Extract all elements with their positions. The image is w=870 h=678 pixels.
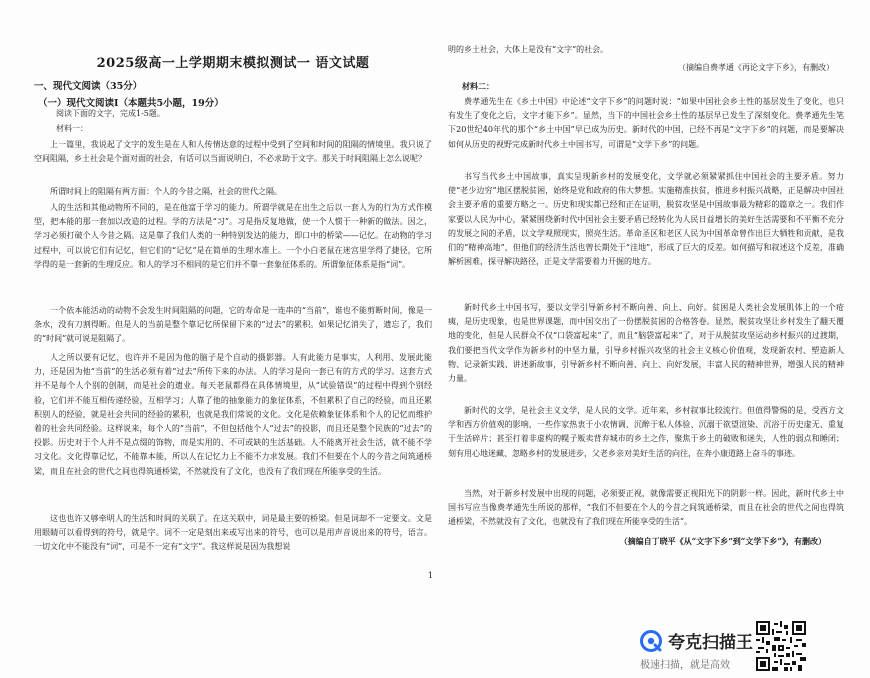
paragraph: 一个依本能活动的动物不会发生时间阻隔的问题，它的寿命是一连串的“当前”，谁也不能剪断时间，像是一条水，没有刀割得断。但是人的当前是整个靠记忆所保留下来的“过去”的累积。如果记忆消失了，遗忘了，我们的“时间”就可说是阻隔了。 (34, 306, 432, 344)
material-one-label: 材料一： (56, 124, 88, 133)
left-column (34, 0, 432, 678)
paragraph: 当然，对于新乡村发展中出现的问题，必须要正视，就像需要正视阳光下的阴影一样。因此，新时代乡土中国书写应当像费孝通先生所说的那样，“我们不但要在个人的今昔之间筑通桥梁，而且在社会的世代之间也得筑通桥梁，不然就没有了文化，也就没有了我们现在所能享受的生活”。 (448, 489, 844, 527)
paragraph: 书写当代乡土中国故事，真实呈现新乡村的发展变化，文学就必须紧紧抓住中国社会的主要矛盾。努力使“老少边穷”地区摆脱贫困，始终是党和政府的伟大梦想。实施精准扶贫，推进乡村振兴战略，正是解决中国社会主要矛盾的重要方略之一。历史和现实都已经和正在证明，脱贫攻坚是中国故事最为精彩的篇章之一。我们作家要以人民为中心，紧紧围绕新时代中国社会主要矛盾已经转化为人民日益增长的美好生活需要和不平衡不充分的发展之间的矛盾，以文学观照现实，照亮生活。革命圣区和老区人民为中国革命曾作出巨大牺牲和贡献，是我们的“精神高地”，但他们的经济生活也曾长期处于“洼地”，形成了巨大的反差。如何描写和叙述这个反差，准确解析困难，探寻解决路径，正是文学需要着力开掘的地方。 (448, 172, 844, 267)
qr-code-icon (756, 621, 806, 671)
paragraph: 这也也许又够牵明人的生活和时间的关联了。在这关联中，词是最主要的桥梁。但是词却不一定要文。文是用眼睛可以看得到的符号，就是字。词不一定是刻出来或写出来的符号，也可以是用声音说出来的符号，语言。一切文化中不能没有“词”，可是不一定有“文字”。我这样说是因为我想说 (34, 514, 432, 552)
source-citation: （摘编自费孝通《再论文字下乡》，有删改） (678, 63, 834, 72)
exam-title: 2025级高一上学期期末模拟测试一 语文试题 (96, 56, 370, 71)
continued-text: 明的乡土社会，大体上是没有“文字”的社会。 (448, 45, 609, 54)
paragraph: 上一篇里，我说起了文字的发生是在人和人传情达意的过程中受到了空间和时间的阻隔的情境里。我只说了空间阻隔，乡土社会是个面对面的社会，有话可以当面说明白，不必求助于文字。那关于时间阻隔上怎么说呢？ (34, 140, 432, 164)
section-heading: 一、现代文阅读（35分） (34, 81, 143, 92)
material-two-label: 材料二： (462, 81, 494, 91)
paragraph: 所谓时间上的阻隔有两方面：个人的今昔之隔，社会的世代之隔。 (50, 187, 282, 196)
source-citation: （摘编自丁晓平《从“文字下乡”到“文学下乡”》，有删改） (619, 536, 826, 546)
subsection-heading: （一）现代文阅读Ⅰ（本题共5小题，19分） (38, 98, 224, 109)
paragraph: 人之所以要有记忆，也许并不是因为他的脑子是个自动的摄影器。人有此能力是事实，人利用、发展此能力，还是因为他“当前”的生活必须有着“过去”所传下来的办法。人的学习是向一套已有的方式的学习。这套方式并不是每个人个别的创制，而是社会的遗业。每天老鼠都得在具体情境里，从“试验错误”的过程中得到个别经验，它们并不能互相传递经验，互相学习；人靠了他的抽象能力的象征体系，不但累积了自己的经验，而且还累积别人的经验，就是社会共同的经验的累积，也就是我们常说的文化。文化是依赖象征体系和个人的记忆而维护着的社会共同经验。这样说来，每个人的“当前”，不但包括他个人“过去”的投影，而且还是整个民族的“过去”的投影。历史对于个人并不是点缀的饰物，而是实用的、不可或缺的生活基础。人不能离开社会生活，就不能不学习文化。文化得靠记忆，不能靠本能，所以人在记忆力上不能不力求发展。我们不但要在个人的今昔之间筑通桥梁，而且在社会的世代之间也得筑通桥梁，不然就没有了文化，也没有了我们现在所能享受的生活。 (34, 353, 432, 476)
paragraph: 费孝通先生在《乡土中国》中论述“文字下乡”的问题时说：“如果中国社会乡土性的基层发生了变化，也只有发生了变化之后，文字才能下乡”。显然，当下的中国社会乡土性的基层早已发生了深刻变化。费孝通先生笔下20世纪40年代的那个“乡土中国”早已成为历史。新时代的中国，已经不再是“文字下乡”的问题，而是要解决如何从历史的视野完成新时代乡土中国书写，可谓是“文学下乡”的问题。 (448, 97, 844, 149)
right-column (448, 0, 844, 678)
paragraph: 新时代乡土中国书写，要以文学引导新乡村不断向善、向上、向好。贫困是人类社会发展肌体上的一个疮痍，是历史现象，也是世界课题，而中国交出了一份摆脱贫困的合格答卷。显然，脱贫攻坚让乡村发生了翻天覆地的变化，但是人民群众不仅“口袋富起来”了，而且“脑袋富起来”了，对于从脱贫攻坚运动乡村振兴的过渡期，我们要把当代文学作为新乡村的中坚力量，引导乡村振兴攻坚的社会主义核心价值观，发现新农村、塑造新人物、记录新实践、讲述新故事，引导新乡村不断向善、向上、向好发展，丰富人民的精神世界，增强人民的精神力量。 (448, 303, 844, 384)
page-number: 1 (428, 571, 434, 580)
scanner-slogan: 极速扫描，就是高效 (640, 660, 730, 671)
paragraph: 新时代的文学，是社会主义文学，是人民的文学。近年来，乡村叙事比较流行。但值得警惕的是，受西方文学和西方价值观的影响，一些作家热衷于小农情调、沉醉于私人体验、沉溺于欲望渲染、沉浴于历史虚无、重复于生活碎片；甚至打着非虚构的幌子贩卖背弃城市的乡土之作，聚焦于乡土的破败和迷失，人性的弱点和睡闭；刻有用心地迷藏、忽略乡村的发展进步，父老乡亲对美好生活的向往，在奔小康道路上奋斗的事迹。 (448, 406, 844, 458)
scanner-app-name: 夸克扫描王 (668, 633, 753, 653)
paragraph: 人的生活和其他动物所不同的，是在他富于学习的能力。所谓学就是在出生之后以一套人为的行为方式作模型，把本能的那一套加以改造的过程。学的方法是“习”。习是指反复地做，使一个人惯于一种新的做法。因之，学习必须打破个人今昔之隔。这是靠了我们人类的一种特别发达的能力，即口中的桥梁——记忆。在动物的学习过程中，可以说它们有记忆，但它们的“记忆”是在简单的生理水准上。一个小白老鼠在迷宫里学得了捷径，它所学得的是一套新的生理反应。和人的学习不相同的是它们并不靠一套象征体系的。所谓象征体系是指“词”。 (34, 203, 432, 269)
quark-logo-icon (640, 630, 662, 652)
instruction-text: 阅读下面的文字，完成1-5题。 (56, 109, 165, 118)
